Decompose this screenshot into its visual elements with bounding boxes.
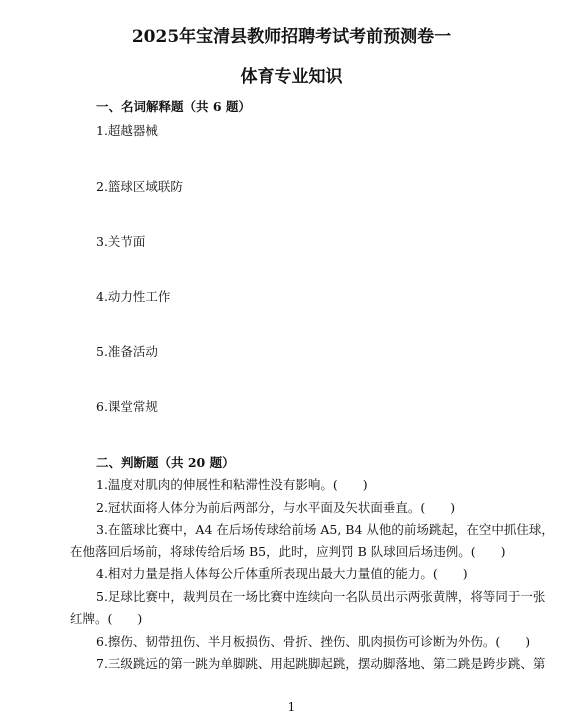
question-line: 5.足球比赛中，裁判员在一场比赛中连续向一名队员出示两张黄牌，将等同于一张 — [96, 589, 546, 604]
question-line: 2.冠状面将人体分为前后两部分，与水平面及矢状面垂直。( ) — [96, 500, 456, 515]
question-line: 4.相对力量是指人体每公斤体重所表现出最大力量值的能力。( ) — [96, 566, 468, 581]
question-line: 7.三级跳远的第一跳为单脚跳、用起跳脚起跳，摆动脚落地、第二跳是跨步跳、第 — [96, 656, 546, 671]
page-subtitle: 体育专业知识 — [240, 67, 343, 87]
definition-item: 2.篮球区域联防 — [96, 179, 183, 194]
question-line: 红牌。( ) — [70, 611, 143, 626]
page-title: 2025年宝清县教师招聘考试考前预测卷一 — [131, 27, 452, 47]
definition-item: 1.超越器械 — [96, 123, 158, 138]
definition-item: 6.课堂常规 — [96, 399, 158, 414]
page-number: 1 — [287, 700, 296, 714]
question-line: 3.在篮球比赛中，A4 在后场传球给前场 A5, B4 从他的前场跳起，在空中抓住球， — [96, 522, 554, 537]
section-heading-true-false: 二、判断题（共 20 题） — [96, 455, 235, 470]
section-heading-definitions: 一、名词解释题（共 6 题） — [96, 99, 251, 114]
question-line: 6.擦伤、韧带扭伤、半月板损伤、骨折、挫伤、肌肉损伤可诊断为外伤。( ) — [96, 634, 531, 649]
definition-item: 4.动力性工作 — [96, 289, 171, 304]
definition-item: 5.准备活动 — [96, 344, 158, 359]
question-line: 在他落回后场前，将球传给后场 B5，此时，应判罚 B 队球回后场违例。( ) — [70, 544, 506, 559]
question-line: 1.温度对肌肉的伸展性和粘滞性没有影响。( ) — [96, 477, 368, 492]
definition-item: 3.关节面 — [96, 234, 146, 249]
